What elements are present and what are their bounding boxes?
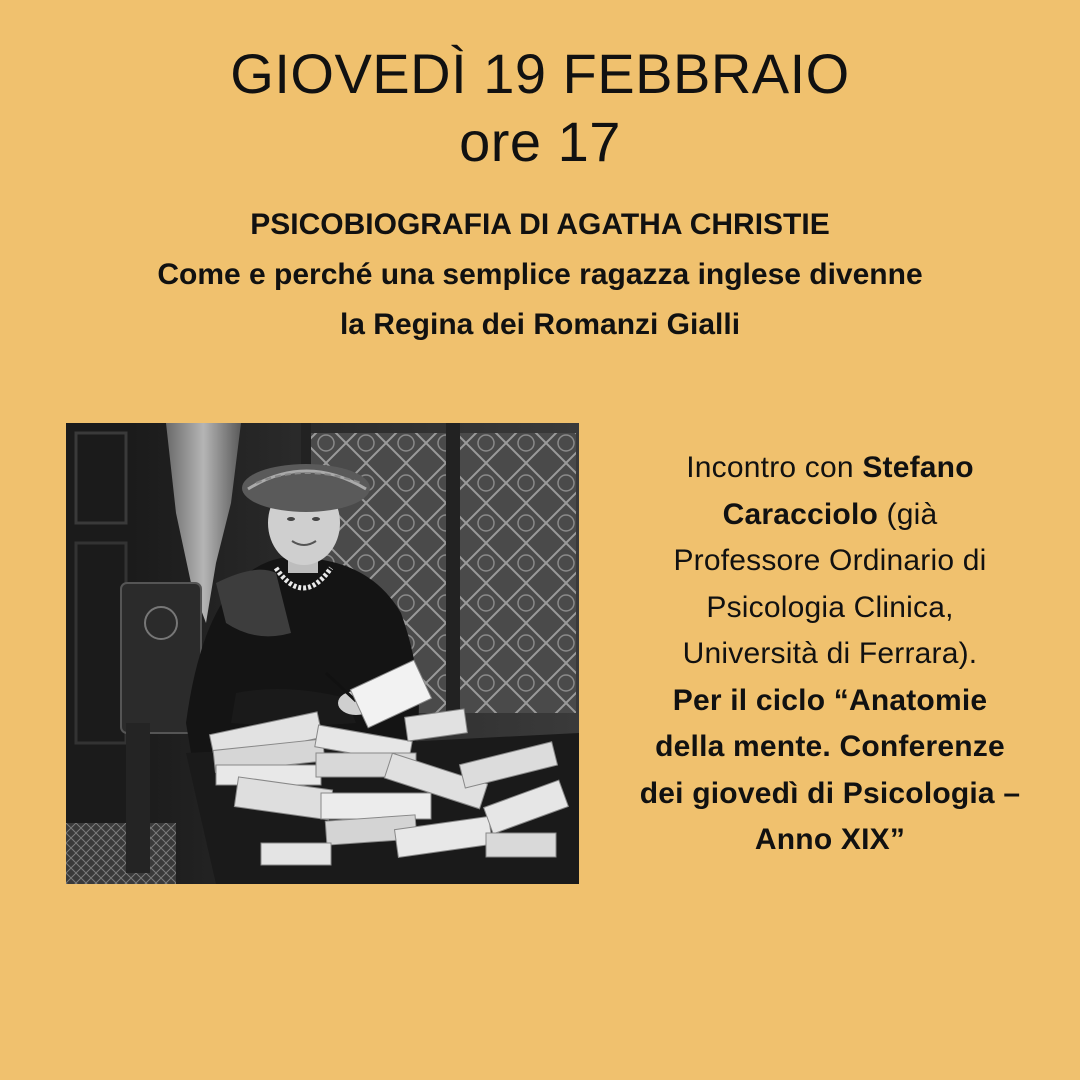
talk-title: PSICOBIOGRAFIA DI AGATHA CHRISTIE: [250, 208, 830, 241]
speaker-name-last: Caracciolo: [722, 497, 879, 531]
title-block: [0, 200, 1080, 350]
speaker-info: [600, 445, 1060, 864]
series-line-2: della mente. Conferenze: [655, 730, 1005, 763]
speaker-role-line-3: Psicologia Clinica,: [706, 590, 954, 624]
talk-subtitle-line-1: Come e perché una semplice ragazza inglese divenne: [157, 258, 923, 291]
speaker-intro: Incontro con: [686, 451, 863, 484]
event-date: GIOVEDÌ 19 FEBBRAIO: [230, 42, 850, 105]
series-line-1: Per il ciclo “Anatomie: [672, 683, 988, 717]
speaker-line-2: [600, 492, 1060, 539]
speaker-role-line-2: Professore Ordinario di: [673, 544, 987, 577]
author-photo: [66, 423, 579, 884]
speaker-role-line-4: Università di Ferrara).: [682, 637, 978, 670]
speaker-name-first: Stefano: [862, 451, 974, 484]
speaker-line-1: [600, 445, 1060, 492]
event-header: [0, 40, 1080, 176]
talk-subtitle-line-2: la Regina dei Romanzi Gialli: [339, 308, 741, 341]
speaker-role-open: (già: [878, 497, 938, 531]
series-line-4: Anno XIX”: [754, 823, 906, 856]
series-line-3: dei giovedì di Psicologia –: [639, 776, 1021, 810]
event-time: ore 17: [459, 110, 621, 173]
